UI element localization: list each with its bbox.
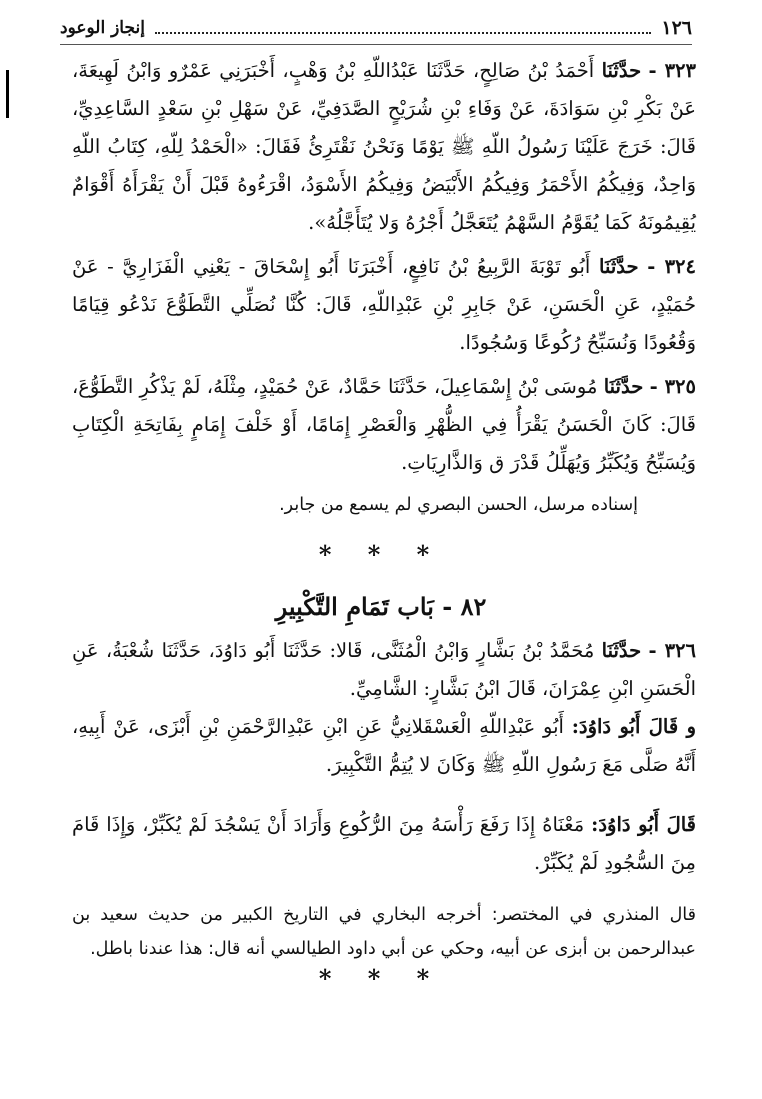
hadith-324	[72, 248, 696, 362]
hadith-text: مُحَمَّدُ بْنُ بَشَّارٍ وَابْنُ الْمُثَنَّى، قَالا: حَدَّثَنَا أَبُو دَاوُدَ، حَدَّثَنَا شُعْبَةُ، عَنِ الْحَسَنِ ابْنِ عِمْرَانَ، قَالَ ابْنُ بَشَّارٍ: الشَّامِيِّ.	[72, 639, 696, 700]
hadith-text: أَحْمَدُ بْنُ صَالِحٍ، حَدَّثَنَا عَبْدُاللّهِ بْنُ وَهْبٍ، أَخْبَرَنِي عَمْرٌو وَابْنُ لَهِيعَةَ، عَنْ بَكْرِ بْنِ سَوَادَةَ، عَنْ وَفَاءِ بْنِ شُرَيْحٍ الصَّدَفِيِّ، عَنْ سَهْلِ بْنِ سَعْدٍ السَّاعِدِيِّ، قَالَ: خَرَجَ عَلَيْنَا رَسُولُ اللّهِ ﷺ يَوْمًا وَنَحْنُ نَقْتَرِئُ فَقَالَ: «الْحَمْدُ لِلّهِ، كِتَابُ اللّهِ وَاحِدٌ، وَفِيكُمُ الأَحْمَرُ وَفِيكُمُ الأَبْيَضُ وَفِيكُمُ الأَسْوَدُ، اقْرَءُوهُ قَبْلَ أَنْ يَقْرَأَهُ أَقْوَامٌ يُقِيمُونَهُ كَمَا يُقَوَّمُ السَّهْمُ يُتَعَجَّلُ أَجْرُهُ وَلا يُتَأَجَّلُهُ».	[72, 59, 696, 234]
comment-lead: قَالَ أَبُو دَاوُدَ:	[591, 813, 696, 836]
header-rule	[60, 44, 692, 45]
comment-text: مَعْنَاهُ إِذَا رَفَعَ رَأْسَهُ مِنَ الرُّكُوعِ وَأَرَادَ أَنْ يَسْجُدَ لَمْ يُكَبِّرْ، وَإِذَا قَامَ مِنَ السُّجُودِ لَمْ يُكَبِّرْ.	[72, 813, 696, 874]
hadith-lead: حدَّثَنَا	[603, 375, 644, 398]
margin-mark	[6, 70, 9, 118]
hadith-lead: حدَّثَنَا	[601, 639, 642, 662]
comment-lead: و قَالَ أَبُو دَاوُدَ:	[571, 715, 696, 738]
comment-text: أَبُو عَبْدِاللّهِ الْعَسْقَلانِيُّ عَنِ ابْنِ عَبْدِالرَّحْمَنِ بْنِ أَبْزَى، عَنْ أَبِيهِ، أَنَّهُ صَلَّى مَعَ رَسُولِ اللّهِ ﷺ وَكَانَ لا يُتِمُّ التَّكْبِيرَ.	[72, 715, 696, 776]
separator-stars-bottom: * * *	[318, 964, 444, 993]
hadith-325	[72, 368, 696, 522]
mundhiri-note	[72, 898, 696, 966]
separator-stars: * * *	[318, 540, 444, 569]
abu-dawud-comment-2	[72, 806, 696, 882]
hadith-number: ٣٢٦ -	[648, 639, 696, 662]
hadith-number: ٣٢٤ -	[647, 255, 696, 278]
running-title: إنجاز الوعود	[60, 18, 145, 38]
isnad-note: إسناده مرسل، الحسن البصري لم يسمع من جابر.	[279, 495, 638, 515]
abu-dawud-comment-1	[72, 708, 696, 784]
hadith-number: ٣٢٣ -	[648, 59, 696, 82]
header-dotted-leader	[155, 22, 651, 34]
hadith-text: مُوسَى بْنُ إِسْمَاعِيلَ، حَدَّثَنَا حَمَّادٌ، عَنْ حُمَيْدٍ، مِثْلَهُ، لَمْ يَذْكُرِ التَّطَوُّعَ، قَالَ: كَانَ الْحَسَنُ يَقْرَأُ فِي الظُّهْرِ وَالْعَصْرِ إِمَامًا، أَوْ خَلْفَ إِمَامٍ بِفَاتِحَةِ الْكِتَابِ وَيُسَبِّحُ وَيُكَبِّرُ وَيُهَلِّلُ قَدْرَ ق وَالذَّارِيَاتِ.	[72, 375, 696, 474]
page-header	[60, 14, 692, 42]
page-number: ١٢٦	[661, 17, 692, 39]
hadith-323	[72, 52, 696, 242]
chapter-title: بَاب تَمَامِ التَّكْبِيرِ	[275, 592, 434, 621]
chapter-number: ٨٢ -	[442, 592, 487, 621]
hadith-text: أَبُو تَوْبَةَ الرَّبِيعُ بْنُ نَافِعٍ، أَخْبَرَنَا أَبُو إِسْحَاقَ - يَعْنِي الْفَزَارِيَّ - عَنْ حُمَيْدٍ، عَنِ الْحَسَنِ، عَنْ جَابِرِ بْنِ عَبْدِاللّهِ، قَالَ: كُنَّا نُصَلِّي التَّطَوُّعَ نَدْعُو قِيَامًا وَقُعُودًا وَنُسَبِّحُ رُكُوعًا وَسُجُودًا.	[72, 255, 696, 354]
hadith-lead: حدَّثَنَا	[599, 255, 639, 278]
hadith-lead: حدَّثَنَا	[601, 59, 642, 82]
hadith-number: ٣٢٥ -	[649, 375, 696, 398]
mundhiri-note-text: قال المنذري في المختصر: أخرجه البخاري في التاريخ الكبير من حديث سعيد بن عبدالرحمن بن أبزى عن أبيه، وحكي عن أبي داود الطيالسي أنه قال: هذا عندنا باطل.	[72, 905, 696, 959]
chapter-heading	[0, 592, 762, 621]
hadith-326	[72, 632, 696, 708]
